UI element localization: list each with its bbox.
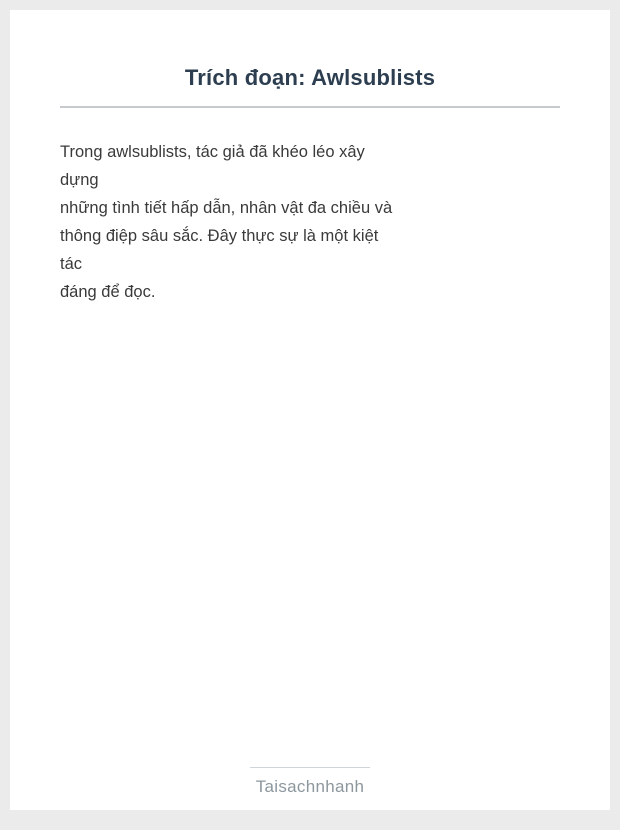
excerpt-text [60, 138, 560, 306]
footer [60, 767, 560, 810]
excerpt-card [10, 10, 610, 810]
excerpt-line-2: dựng [60, 171, 99, 189]
page-background [0, 10, 620, 810]
footer-brand: Taisachnhanh [255, 777, 365, 796]
title-divider [60, 106, 560, 108]
page-title: Trích đoạn: Awlsublists [184, 65, 436, 90]
footer-divider [250, 767, 370, 768]
excerpt-line-1: Trong awlsublists, tác giả đã khéo léo xây [60, 143, 365, 161]
excerpt-line-3: những tình tiết hấp dẫn, nhân vật đa chiều và [60, 199, 393, 217]
excerpt-line-5: tác [60, 255, 83, 273]
excerpt-line-4: thông điệp sâu sắc. Đây thực sự là một kiệt [60, 227, 379, 245]
excerpt-line-6: đáng để đọc. [60, 283, 156, 301]
